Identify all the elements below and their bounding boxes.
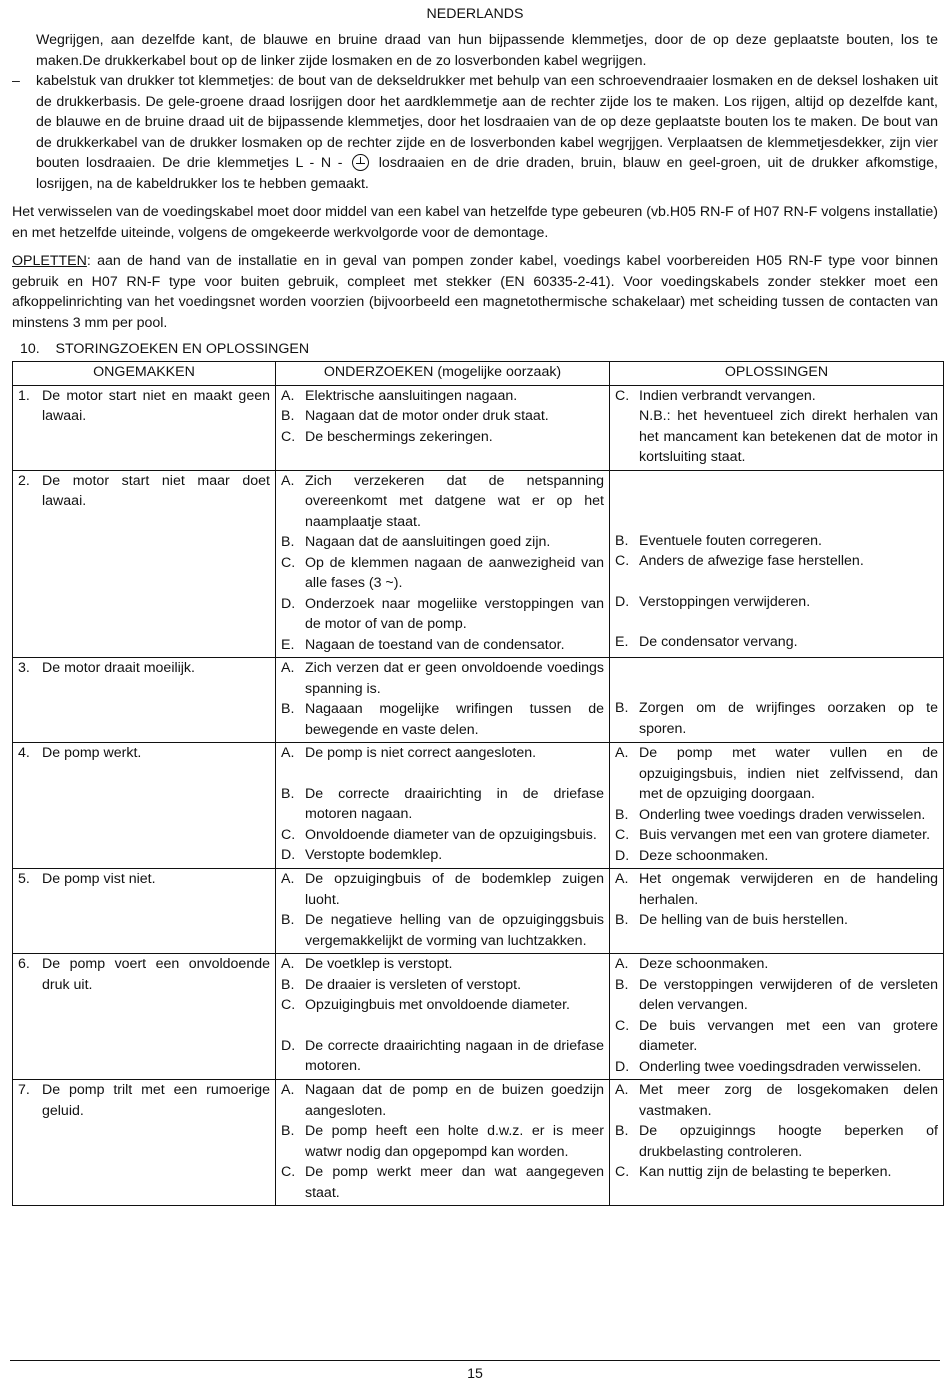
item-letter: A. (281, 472, 295, 489)
problem-text: De motor start niet maar doet lawaai. (42, 472, 270, 509)
solution-item (615, 805, 938, 826)
solution-item (615, 386, 938, 407)
table-row (13, 470, 944, 658)
cause-item (281, 532, 604, 553)
item-letter: A. (281, 871, 295, 887)
solution-cell (610, 658, 944, 743)
item-letter: D. (281, 847, 296, 863)
section-number: 10. (20, 341, 40, 357)
item-letter: B. (281, 912, 295, 928)
problem-item (18, 471, 270, 512)
cause-cell (276, 470, 610, 658)
solution-cell (610, 1080, 944, 1206)
problem-item (18, 743, 270, 764)
problem-number: 6. (18, 956, 30, 972)
item-text: Zich verzen dat er geen onvoldoende voedings spanning is. (305, 660, 604, 697)
problem-item (18, 1080, 270, 1121)
footer-divider (10, 1360, 940, 1361)
problem-number: 5. (18, 871, 30, 887)
column-header: ONGEMAKKEN (13, 362, 276, 386)
cause-item (281, 869, 604, 910)
cause-item (281, 427, 604, 448)
item-letter: B. (281, 408, 295, 424)
item-text: Buis vervangen met een van grotere diameter. (639, 827, 931, 843)
item-letter: B. (615, 976, 629, 993)
item-text: De correcte draairichting nagaan in de driefase motoren. (305, 1037, 604, 1074)
problem-item (18, 954, 270, 995)
item-letter: A. (615, 1082, 629, 1098)
blank-line (615, 511, 938, 531)
blank-line (615, 572, 938, 592)
solution-item (615, 698, 938, 739)
paragraph: Het verwisselen van de voedingskabel moet door middel van een kabel van hetzelfde type gebeuren (vb.H05 RN-F of H07 RN-F volgens installatie) en met hetzelfde uiteinde, volgens de omgekeerde werkvolgorde voor de demontage. (12, 204, 938, 241)
solution-item (615, 910, 938, 931)
table-row (13, 658, 944, 743)
problem-cell (13, 658, 276, 743)
item-text: De pomp heeft een holte d.w.z. er is meer watwr nodig dan opgepompd kan worden. (305, 1123, 604, 1160)
problem-cell (13, 470, 276, 658)
item-text: Verstoppingen verwijderen. (639, 593, 811, 610)
cause-item (281, 910, 604, 951)
problem-cell (13, 385, 276, 470)
item-letter: B. (615, 912, 629, 928)
item-letter: B. (615, 532, 629, 549)
solution-item (615, 846, 938, 867)
problem-number: 1. (18, 387, 30, 404)
item-text: Deze schoonmaken. (639, 847, 769, 864)
solution-item (615, 1016, 938, 1057)
item-letter: A. (281, 956, 295, 972)
item-letter: C. (281, 997, 296, 1013)
blank-line (615, 471, 938, 491)
item-text: De condensator vervang. (639, 634, 798, 650)
page-number: 15 (467, 1366, 483, 1382)
item-letter: A. (615, 871, 629, 887)
blank-line (615, 612, 938, 632)
problem-item (18, 386, 270, 427)
cause-item (281, 743, 604, 764)
solution-item (615, 1057, 938, 1078)
cause-item (281, 954, 604, 975)
table-row (13, 869, 944, 954)
problem-text: De motor start niet en maakt geen lawaai. (42, 387, 270, 424)
item-text: Nagaan dat de motor onder druk staat. (305, 408, 549, 424)
item-letter: E. (615, 634, 629, 650)
cause-item (281, 594, 604, 635)
table-row (13, 954, 944, 1080)
item-letter: C. (615, 1164, 630, 1180)
solution-item (615, 592, 938, 613)
paragraph-part: losdraaien en de drie draden, bruin, blauw en geel-groen, uit de drukker afkomstige, losrijgen, na de kabeldrukker los te hebben gemaakt. (36, 155, 938, 192)
table-header-row (13, 362, 944, 386)
dash-bullet: – (12, 73, 20, 89)
item-letter: A. (281, 1082, 295, 1098)
solution-cell (610, 385, 944, 470)
item-letter: D. (615, 1058, 630, 1075)
solution-item (615, 1080, 938, 1121)
solution-item (615, 869, 938, 910)
troubleshooting-table (12, 361, 944, 1206)
item-letter: A. (281, 660, 295, 676)
solution-item (615, 954, 938, 975)
item-letter: A. (281, 387, 295, 404)
cause-cell (276, 954, 610, 1080)
solution-item (615, 1121, 938, 1162)
item-text: De beschermings zekeringen. (305, 428, 493, 445)
paragraph-part: : aan de hand van de installatie en in geval van pompen zonder kabel, voedings kabel voorbereiden H05 RN-F type voor binnen gebruik en H07 RN-F type voor buiten gebruik, compleet met stekker (EN 60335-2-41). Voor voedingskabels zonder stekker moet een afkoppelinrichting van het voedingsnet worden voorzien (bijvoorbeeld een magnetothermische schakelaar) met scheiding tussen de contacten van minstens 3 mm per pool. (12, 253, 938, 331)
problem-number: 7. (18, 1082, 30, 1098)
cause-item (281, 1121, 604, 1162)
cause-item (281, 658, 604, 699)
section-heading (12, 339, 938, 360)
item-text: Op de klemmen nagaan de aanwezigheid van alle fases (3 ~). (305, 554, 604, 591)
item-letter: B. (281, 976, 295, 993)
cause-cell (276, 658, 610, 743)
cause-item (281, 784, 604, 825)
item-text: Nagaan dat de aansluitingen goed zijn. (305, 534, 551, 550)
warning-label: OPLETTEN (12, 253, 87, 269)
solution-item (615, 975, 938, 1016)
problem-text: De pomp vist niet. (42, 871, 156, 887)
cause-item (281, 1162, 604, 1203)
item-letter: B. (281, 701, 295, 717)
paragraph-part: kabelstuk van drukker tot klemmetjes: de bout van de dekseldrukker met behulp van een schroevendraaier losmaken en de deksel loshaken uit de drukkerbasis. De gele-groene draad losrijgen door het aardklemmetje aan de rechter zijde los te maken. Los rijgen, altijd op dezelfde kant, de blauwe en de bruine draad uit de bijpassende klemmetjes, door het losdraaien van de op deze geplaatste bouten los te maken. De bout van de drukkerkabel van de drukker losmaken op de rechter zijde en de losverbonden kabel wegrjjgen. Verplaatsen de klemmetjesdekker, zijn vier bouten losdraaien. De drie klemmetjes L - N - (36, 73, 938, 171)
warning-paragraph (12, 251, 938, 333)
item-text: Deze schoonmaken. (639, 956, 769, 972)
item-text: De opzuigingbuis of de bodemklep zuigen luoht. (305, 871, 604, 908)
item-letter: B. (615, 1123, 629, 1139)
item-letter: C. (281, 1164, 296, 1180)
item-text: Elektrische aansluitingen nagaan. (305, 387, 518, 404)
item-text: De pomp met water vullen en de opzuigingsbuis, indien niet zelfvissend, dan met de opzuiging doorgaan. (639, 745, 938, 802)
blank-line (281, 764, 604, 784)
cause-item (281, 845, 604, 866)
cause-cell (276, 385, 610, 470)
item-text: Nagaan de toestand van de condensator. (305, 636, 565, 653)
item-letter: B. (281, 1123, 295, 1139)
dash-item (12, 71, 938, 194)
item-letter: D. (615, 593, 630, 610)
item-text: N.B.: het heventueel zich direkt herhalen van het mancament kan betekenen dat de motor in kortsluiting staat. (639, 408, 938, 465)
item-text: Anders de afwezige fase herstellen. (639, 553, 864, 569)
solution-item (615, 825, 938, 846)
cause-item (281, 975, 604, 996)
problem-text: De pomp voert een onvoldoende druk uit. (42, 956, 270, 993)
problem-number: 3. (18, 660, 30, 676)
item-text: De negatieve helling van de opzuiginggsbuis vergemakkelijkt de vorming van luchtzakken. (305, 912, 604, 949)
problem-cell (13, 869, 276, 954)
blank-line (615, 658, 938, 678)
item-letter: A. (281, 745, 295, 761)
table-row (13, 743, 944, 869)
item-letter: B. (615, 700, 629, 716)
item-text: Nagaan dat de pomp en de buizen goedzijn aangesloten. (305, 1082, 604, 1119)
cause-item (281, 471, 604, 533)
cause-cell (276, 1080, 610, 1206)
page-header: NEDERLANDS (426, 6, 524, 22)
problem-number: 4. (18, 745, 30, 761)
problem-text: De pomp werkt. (42, 745, 142, 761)
item-text: Onderling twee voedings draden verwisselen. (639, 806, 926, 823)
table-row (13, 385, 944, 470)
item-letter: C. (615, 1017, 630, 1034)
item-text: Opzuigingbuis met onvoldoende diameter. (305, 997, 571, 1013)
item-letter: D. (615, 847, 630, 864)
solution-item (615, 1162, 938, 1183)
item-text: Zorgen om de wrijfinges oorzaken op te sporen. (639, 700, 938, 737)
problem-cell (13, 743, 276, 869)
blank-line (615, 678, 938, 698)
item-text: De verstoppingen verwijderen of de versleten delen vervangen. (639, 976, 938, 1013)
item-letter: A. (615, 956, 629, 972)
item-text: De pomp is niet correct aangesloten. (305, 745, 537, 761)
item-letter: B. (615, 806, 629, 823)
cause-cell (276, 869, 610, 954)
item-text: De helling van de buis herstellen. (639, 912, 849, 928)
solution-item (615, 551, 938, 572)
table-row (13, 1080, 944, 1206)
item-letter: C. (281, 554, 296, 571)
solution-cell (610, 743, 944, 869)
paragraph: Wegrijgen, aan dezelfde kant, de blauwe en bruine draad van hun bijpassende klemmetjes, door de op deze geplaatste bouten, los te maken.De drukkerkabel bout op de linker zijde losmaken en de zo losverbonden kabel wegrijgen. (36, 32, 938, 69)
item-text: De voetklep is verstopt. (305, 956, 453, 972)
item-text: Onderzoek naar mogeliike verstoppingen van de motor of van de pomp. (305, 595, 604, 632)
problem-cell (13, 954, 276, 1080)
solution-item (615, 743, 938, 805)
problem-text: De pomp trilt met een rumoerige geluid. (42, 1082, 270, 1119)
cause-cell (276, 743, 610, 869)
solution-cell (610, 869, 944, 954)
item-text: Nagaaan mogelijke wrifingen tussen de bewegende en vaste delen. (305, 701, 604, 738)
item-text: Onvoldoende diameter van de opzuigingsbuis. (305, 826, 597, 843)
column-header: OPLOSSINGEN (610, 362, 944, 386)
section-title: STORINGZOEKEN EN OPLOSSINGEN (55, 341, 310, 357)
cause-item (281, 635, 604, 656)
item-letter: D. (281, 595, 296, 612)
item-letter: C. (615, 827, 630, 843)
item-letter: B. (281, 534, 295, 550)
item-letter: E. (281, 636, 295, 653)
item-text: De draaier is versleten of verstopt. (305, 976, 522, 993)
item-text: Onderling twee voedingsdraden verwisselen. (639, 1058, 922, 1075)
item-letter: C. (615, 553, 630, 569)
cause-item (281, 1080, 604, 1121)
earth-ground-icon (352, 154, 369, 171)
item-letter: C. (615, 387, 630, 404)
item-text: Met meer zorg de losgekomaken delen vastmaken. (639, 1082, 938, 1119)
item-letter: D. (281, 1037, 296, 1054)
intro-text (12, 30, 938, 360)
cause-item (281, 406, 604, 427)
solution-cell (610, 470, 944, 658)
problem-cell (13, 1080, 276, 1206)
problem-item (18, 658, 270, 679)
item-text: Verstopte bodemklep. (305, 847, 443, 863)
item-letter: C. (281, 428, 296, 445)
cause-item (281, 699, 604, 740)
cause-item (281, 553, 604, 594)
solution-item (615, 632, 938, 653)
item-text: Eventuele fouten corregeren. (639, 532, 822, 549)
problem-item (18, 869, 270, 890)
item-text: De correcte draairichting in de driefase motoren nagaan. (305, 785, 604, 822)
item-text: Zich verzekeren dat de netspanning overeenkomt met datgene wat er op het naamplaatje staat. (305, 472, 604, 530)
column-header: ONDERZOEKEN (mogelijke oorzaak) (276, 362, 610, 386)
solution-item (615, 406, 938, 468)
cause-item (281, 1036, 604, 1077)
solution-cell (610, 954, 944, 1080)
solution-item (615, 531, 938, 552)
blank-line (615, 491, 938, 511)
item-letter: A. (615, 745, 629, 761)
blank-line (281, 1016, 604, 1036)
item-text: Het ongemak verwijderen en de handeling herhalen. (639, 871, 938, 908)
cause-item (281, 386, 604, 407)
item-letter: C. (281, 826, 296, 843)
item-text: De opzuiginngs hoogte beperken of drukbelasting controleren. (639, 1123, 938, 1160)
item-text: De pomp werkt meer dan wat aangegeven staat. (305, 1164, 604, 1201)
problem-text: De motor draait moeilijk. (42, 660, 195, 676)
item-text: Indien verbrandt vervangen. (639, 387, 816, 404)
cause-item (281, 995, 604, 1016)
item-text: Kan nuttig zijn de belasting te beperken. (639, 1164, 892, 1180)
problem-number: 2. (18, 472, 30, 489)
item-text: De buis vervangen met een van grotere diameter. (639, 1017, 938, 1054)
item-letter: B. (281, 785, 295, 802)
cause-item (281, 825, 604, 846)
